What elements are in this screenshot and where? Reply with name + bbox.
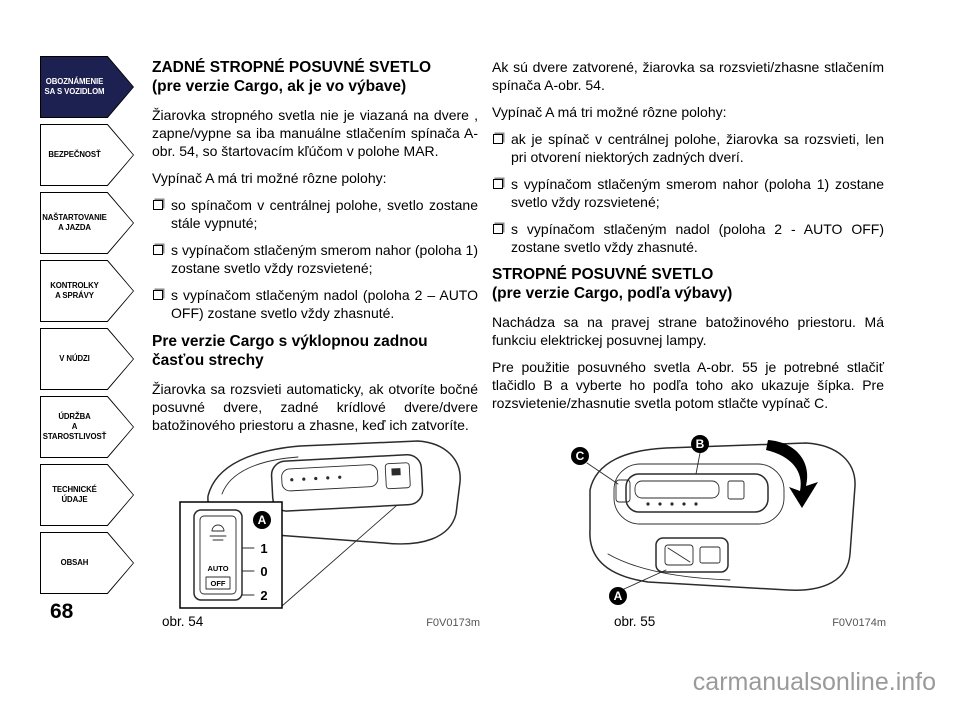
callout-b-label: B [695, 437, 705, 451]
sidebar-item-label-line: ÚDRŽBA [58, 412, 91, 421]
sidebar-item-label [40, 124, 134, 186]
sidebar-item-label [40, 532, 134, 594]
callout-a-label: A [613, 589, 623, 603]
callout-c-label: C [575, 449, 585, 463]
bullet-icon [153, 245, 163, 255]
callout-a [253, 511, 271, 529]
list-item [492, 175, 884, 211]
bullet-icon [493, 179, 503, 189]
sidebar-item-label-line: OBSAH [60, 558, 89, 567]
sidebar-item-label [40, 56, 134, 118]
callout-a-leader [624, 570, 666, 589]
sidebar-item-label [40, 328, 134, 390]
sidebar-item-label-line: A JAZDA [58, 223, 91, 232]
sidebar-item-v-nudzi [40, 328, 134, 390]
list-item [492, 130, 884, 166]
dome-light-unit [271, 454, 423, 512]
list-item-text: s vypínačom stlačeným nadol (poloha 2 - AUTO OFF) zostane svetlo vždy zhasnuté. [511, 221, 884, 255]
figure-caption: obr. 54 [162, 614, 204, 629]
bullet-icon [493, 134, 503, 144]
sidebar-item-obsah [40, 532, 134, 594]
section-title-line: STROPNÉ POSUVNÉ SVETLO [492, 266, 714, 283]
figure-55-drawing [556, 430, 886, 612]
callout-b [691, 435, 709, 453]
callout-a-label: A [257, 513, 267, 527]
figure-caption-row [150, 614, 480, 629]
sidebar-item-label-line: A SPRÁVY [55, 291, 94, 300]
figure-54-drawing [150, 430, 480, 612]
bullet-icon [493, 224, 503, 234]
sidebar-item-label-line: TECHNICKÉ [52, 485, 97, 494]
callout-c-leader [587, 463, 618, 484]
list-item [152, 241, 478, 277]
sidebar-item-label-line: NAŠTARTOVANIE [42, 213, 107, 222]
callout-a [609, 587, 627, 605]
sidebar-item-label [40, 192, 134, 254]
sidebar-item-label [40, 260, 134, 322]
sidebar-item-bezpecnost [40, 124, 134, 186]
bullet-icon [153, 200, 163, 210]
list-item-text: ak je spínač v centrálnej polohe, žiarovka sa rozsvieti, len pri otvorení niektorých zadných dverí. [511, 131, 884, 165]
left-column [152, 58, 478, 443]
section-title [152, 58, 478, 96]
figure-code: F0V0173m [426, 617, 480, 629]
list-item [152, 196, 478, 232]
paragraph: Pre použitie posuvného svetla A-obr. 55 je potrebné stlačiť tlačidlo B a vyberte ho podľa toho ako ukazuje šípka. Pre rozsvietenie/zhasnutie svetla potom stlačte vypínač C. [492, 359, 884, 411]
section-title-line: (pre verzie Cargo, ak je vo výbave) [152, 78, 407, 95]
switch-off-label: OFF [210, 579, 226, 588]
bullet-icon [153, 290, 163, 300]
callout-c [571, 447, 589, 465]
section-subtitle: Pre verzie Cargo s výklopnou zadnou časťou strechy [152, 333, 428, 369]
list-item [492, 220, 884, 256]
paragraph: Žiarovka sa rozsvieti automaticky, ak otvoríte bočné posuvné dvere, zadné krídlové dvere/dvere batožinového priestoru a zhasne, keď ich zatvoríte. [152, 381, 478, 433]
sidebar-item-label-line: BEZPEČNOSŤ [48, 150, 101, 159]
right-column [492, 58, 884, 421]
switch-position-2-label: 2 [260, 588, 268, 603]
sidebar-item-nastartovanie-a-jazda [40, 192, 134, 254]
sidebar-item-label-line: KONTROLKY [50, 281, 99, 290]
sidebar-item-label-line: OBOZNÁMENIE [45, 77, 104, 86]
list-item-text: s vypínačom stlačeným smerom nahor (poloha 1) zostane svetlo vždy rozsvietené; [171, 242, 478, 276]
switch-auto-label: AUTO [207, 564, 229, 573]
sidebar-item-label-line: A STAROSTLIVOSŤ [42, 422, 107, 441]
sidebar-item-label [40, 464, 134, 526]
paragraph: Vypínač A má tri možné rôzne polohy: [152, 170, 387, 186]
callout-b-leader [696, 453, 700, 474]
portable-lamp-drawing [656, 538, 728, 572]
list-item-text: s vypínačom stlačeným smerom nahor (poloha 1) zostane svetlo vždy rozsvietené; [511, 176, 884, 210]
paragraph: Žiarovka stropného svetla nie je viazaná na dvere , zapne/vypne sa iba manuálne stlačením spínača A-obr. 54, so štartovacím kľúčom v polohe MAR. [152, 107, 478, 159]
sidebar-item-label [40, 396, 134, 458]
figure-caption: obr. 55 [614, 614, 656, 629]
paragraph: Vypínač A má tri možné rôzne polohy: [492, 104, 727, 120]
sidebar-tabs [40, 56, 134, 600]
watermark: carmanualsonline.info [692, 668, 936, 696]
sidebar-item-label-line: SA S VOZIDLOM [44, 87, 105, 96]
sidebar-item-oboznamenie-sa-s-vozidlom [40, 56, 134, 118]
list-item-text: so spínačom v centrálnej polohe, svetlo zostane stále vypnuté; [171, 197, 478, 231]
sidebar-item-technicke-udaje [40, 464, 134, 526]
figure-code: F0V0174m [832, 617, 886, 629]
list-item-text: s vypínačom stlačeným nadol (poloha 2 – AUTO OFF) zostane svetlo vždy zhasnuté. [171, 287, 478, 321]
sidebar-item-label-line: ÚDAJE [61, 495, 88, 504]
section-title-line: ZADNÉ STROPNÉ POSUVNÉ SVETLO [152, 59, 432, 76]
paragraph: Ak sú dvere zatvorené, žiarovka sa rozsvieti/zhasne stlačením spínača A-obr. 54. [492, 59, 884, 93]
figure-54 [150, 430, 480, 629]
section-title-line: (pre verzie Cargo, podľa výbavy) [492, 285, 733, 302]
sliding-light-unit [626, 474, 768, 512]
switch-position-1-label: 1 [260, 541, 268, 556]
switch-position-0-label: 0 [260, 564, 268, 579]
sidebar-item-kontrolky-a-spravy [40, 260, 134, 322]
paragraph: Nachádza sa na pravej strane batožinového priestoru. Má funkciu elektrickej posuvnej lampy. [492, 314, 884, 348]
figure-caption-row [556, 614, 886, 629]
sidebar-item-label-line: V NÚDZI [59, 354, 90, 363]
sidebar-item-udrzba-a-starostlivost [40, 396, 134, 458]
list-item [152, 286, 478, 322]
direction-arrow-icon [766, 440, 818, 508]
section-title [492, 265, 884, 303]
page-number: 68 [50, 600, 74, 623]
figure-55 [556, 430, 886, 629]
